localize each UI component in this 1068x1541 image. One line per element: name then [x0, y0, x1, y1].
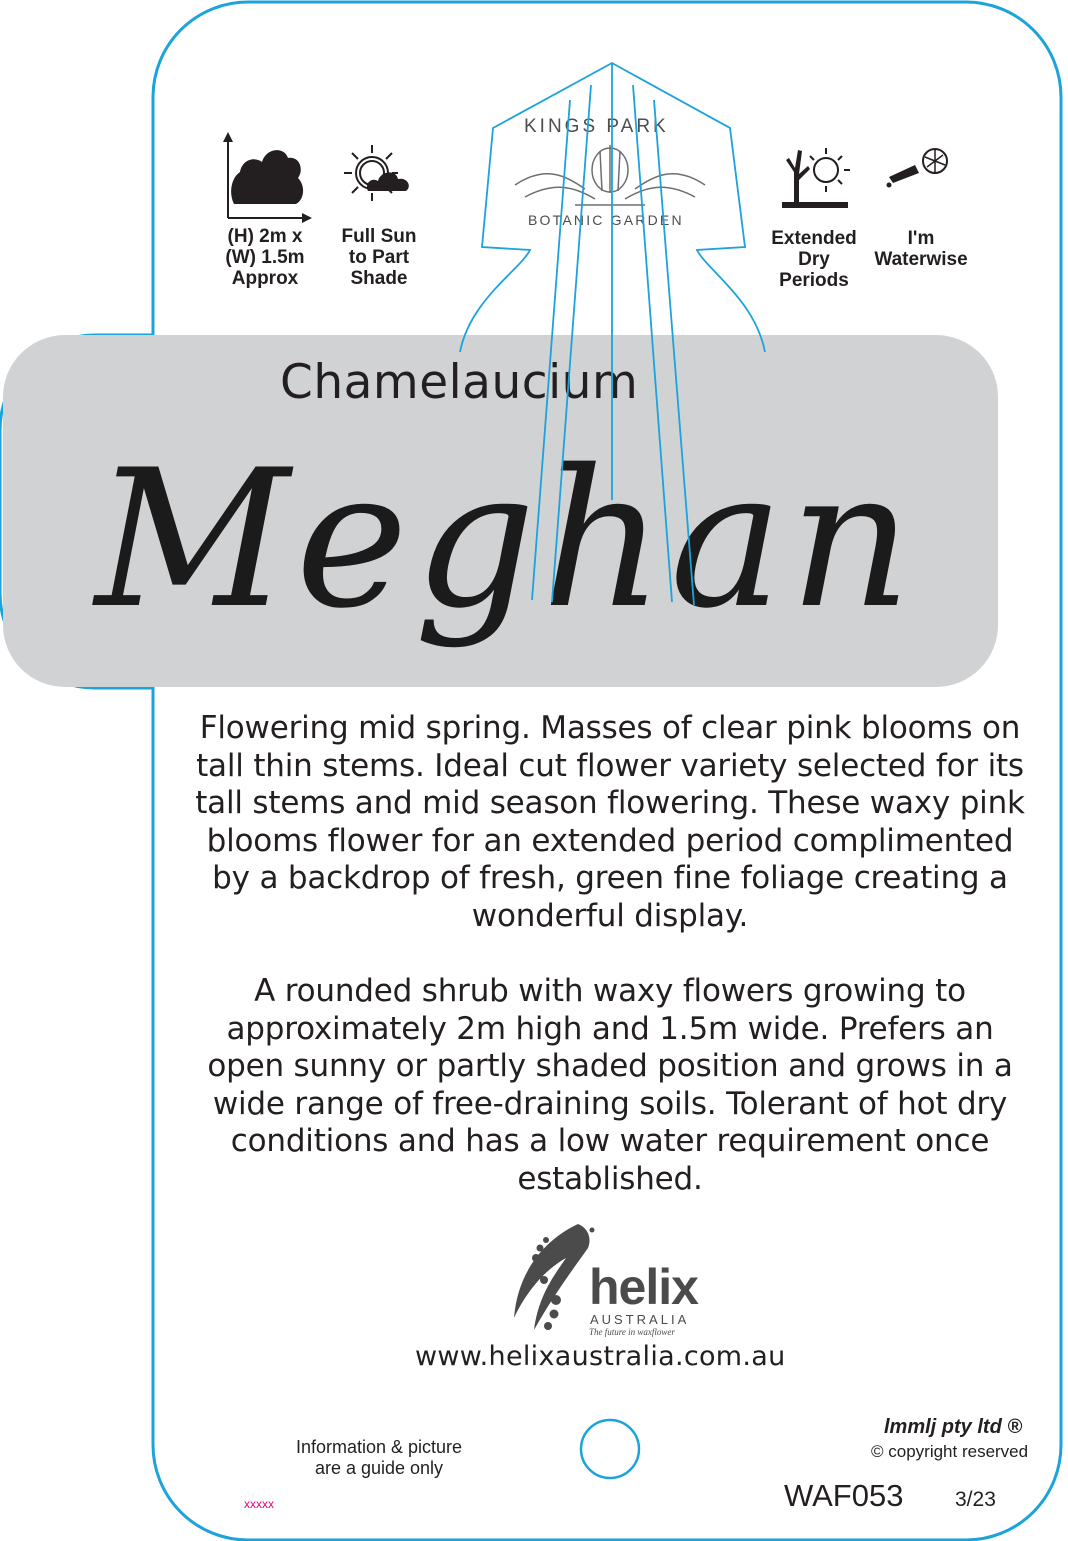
placeholder-code: xxxxx: [244, 1497, 274, 1511]
hang-hole-icon: [579, 1418, 641, 1480]
plant-genus: Chamelaucium: [280, 355, 639, 410]
logo-top-text: KINGS PARK: [524, 116, 669, 137]
sun-caption: Full Sun to Part Shade: [341, 226, 417, 289]
brand-name: helix: [589, 1259, 698, 1315]
dry-caption: Extended Dry Periods: [771, 228, 857, 291]
helix-logo-icon: [508, 1218, 600, 1336]
size-caption: (H) 2m x (W) 1.5m Approx: [225, 226, 305, 289]
description-paragraph-1: Flowering mid spring. Masses of clear pink blooms on tall thin stems. Ideal cut flower variety selected for its tall stems and mid season flowering. These waxy pink blooms flower for an extended period complimented by a backdrop of fresh, green fine foliage creating a wonderful display.: [195, 710, 1025, 934]
product-code: WAF053: [784, 1478, 904, 1513]
plant-species: Meghan: [95, 429, 918, 650]
print-date: 3/23: [955, 1488, 996, 1511]
brand-tagline: The future in waxflower: [589, 1327, 675, 1337]
brand-website[interactable]: www.helixaustralia.com.au: [415, 1341, 786, 1372]
guide-note: Information & picture are a guide only: [295, 1437, 463, 1478]
logo-bottom-text: BOTANIC GARDEN: [528, 212, 684, 228]
company-name: lmmlj pty ltd ®: [884, 1416, 1023, 1438]
copyright-note: © copyright reserved: [871, 1442, 1029, 1461]
brand-sub: AUSTRALIA: [590, 1312, 690, 1327]
waterwise-caption: I'm Waterwise: [874, 228, 968, 270]
description-paragraph-2: A rounded shrub with waxy flowers growing to approximately 2m high and 1.5m wide. Prefers an open sunny or partly shaded position and grows in a wide range of free-draining soils. Tolerant of hot dry conditions and has a low water requirement once established.: [207, 973, 1013, 1197]
